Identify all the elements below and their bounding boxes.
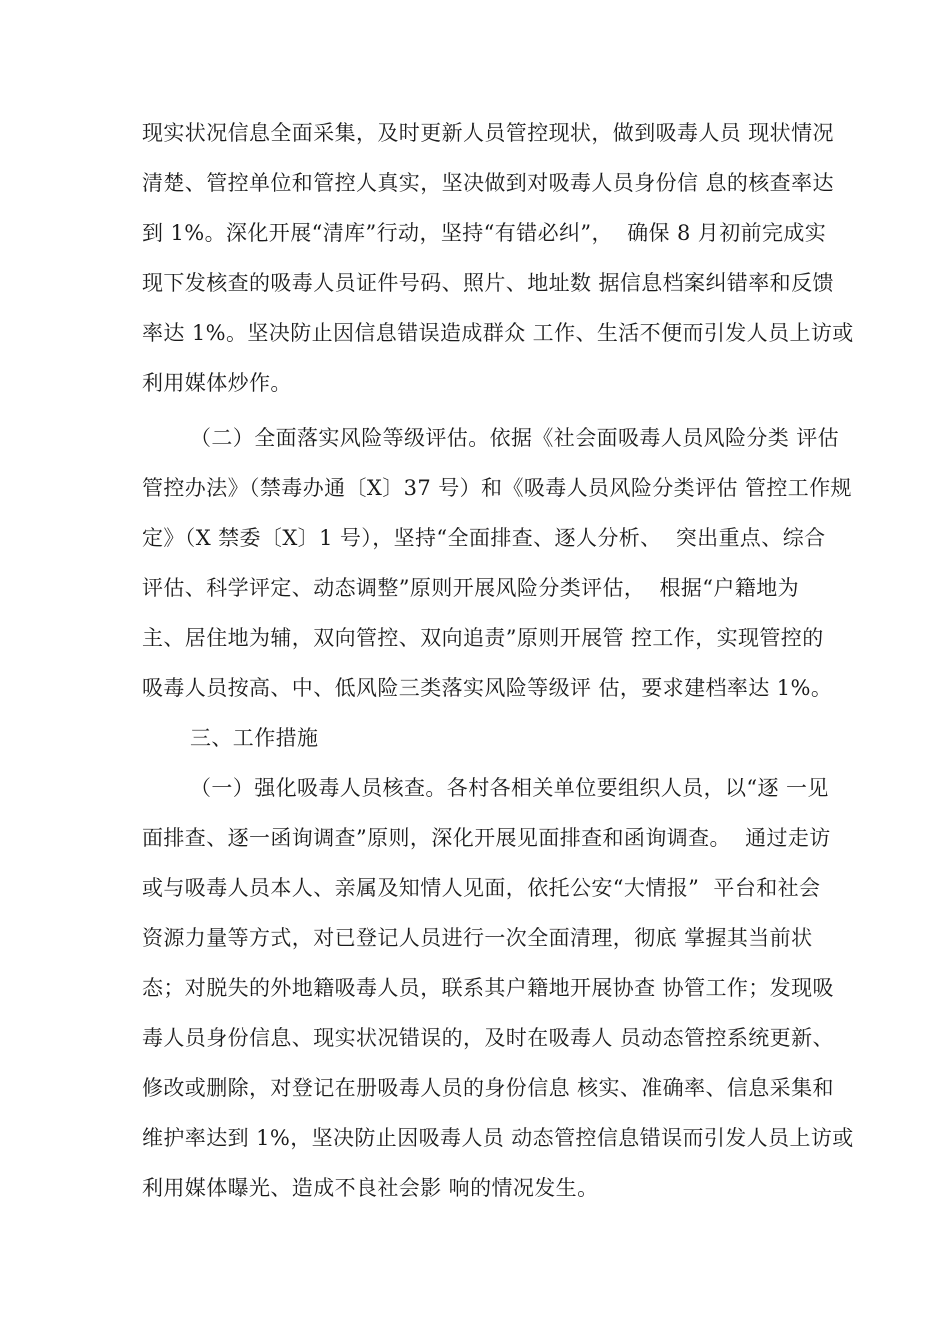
paragraph-line: 利用媒体炒作。 [142, 371, 292, 395]
paragraph-line: 利用媒体曝光、造成不良社会影 响的情况发生。 [142, 1176, 599, 1200]
paragraph-line: 管控办法》（禁毒办通〔X〕37 号）和《吸毒人员风险分类评估 管控工作规 [142, 476, 852, 500]
paragraph-line: 或与吸毒人员本人、亲属及知情人见面，依托公安“大情报” 平台和社会 [142, 876, 821, 900]
paragraph-line: 现下发核查的吸毒人员证件号码、照片、地址数 据信息档案纠错率和反馈 [142, 271, 834, 295]
paragraph-line: 清楚、管控单位和管控人真实，坚决做到对吸毒人员身份信 息的核查率达 [142, 171, 834, 195]
paragraph-line: 到 1%。深化开展“清库”行动，坚持“有错必纠”， 确保 8 月初前完成实 [142, 221, 827, 245]
paragraph-line: 态；对脱失的外地籍吸毒人员，联系其户籍地开展协查 协管工作；发现吸 [142, 976, 834, 1000]
paragraph-line: 修改或删除，对登记在册吸毒人员的身份信息 核实、准确率、信息采集和 [142, 1076, 834, 1100]
section-heading-line: （一）强化吸毒人员核查。各村各相关单位要组织人员，以“逐 一见 [190, 776, 829, 800]
paragraph-line: 维护率达到 1%，坚决防止因吸毒人员 动态管控信息错误而引发人员上访或 [142, 1126, 854, 1150]
paragraph-line: 毒人员身份信息、现实状况错误的，及时在吸毒人 员动态管控系统更新、 [142, 1026, 834, 1050]
paragraph-line: 吸毒人员按高、中、低风险三类落实风险等级评 估，要求建档率达 1%。 [142, 676, 833, 700]
paragraph-line: 现实状况信息全面采集，及时更新人员管控现状，做到吸毒人员 现状情况 [142, 121, 834, 145]
section-heading-line: （二）全面落实风险等级评估。依据《社会面吸毒人员风险分类 评估 [190, 426, 840, 450]
paragraph-line: 评估、科学评定、动态调整”原则开展风险分类评估， 根据“户籍地为 [142, 576, 800, 600]
paragraph-line: 资源力量等方式，对已登记人员进行一次全面清理，彻底 掌握其当前状 [142, 926, 813, 950]
paragraph-line: 面排查、逐一函询调查”原则，深化开展见面排查和函询调查。 通过走访 [142, 826, 831, 850]
paragraph-line: 定》（X 禁委〔X〕1 号），坚持“全面排查、逐人分析、 突出重点、综合 [142, 526, 826, 550]
paragraph-line: 主、居住地为辅，双向管控、双向追责”原则开展管 控工作，实现管控的 [142, 626, 824, 650]
section-title: 三、工作措施 [190, 726, 319, 750]
paragraph-line: 率达 1%。坚决防止因信息错误造成群众 工作、生活不便而引发人员上访或 [142, 321, 854, 345]
